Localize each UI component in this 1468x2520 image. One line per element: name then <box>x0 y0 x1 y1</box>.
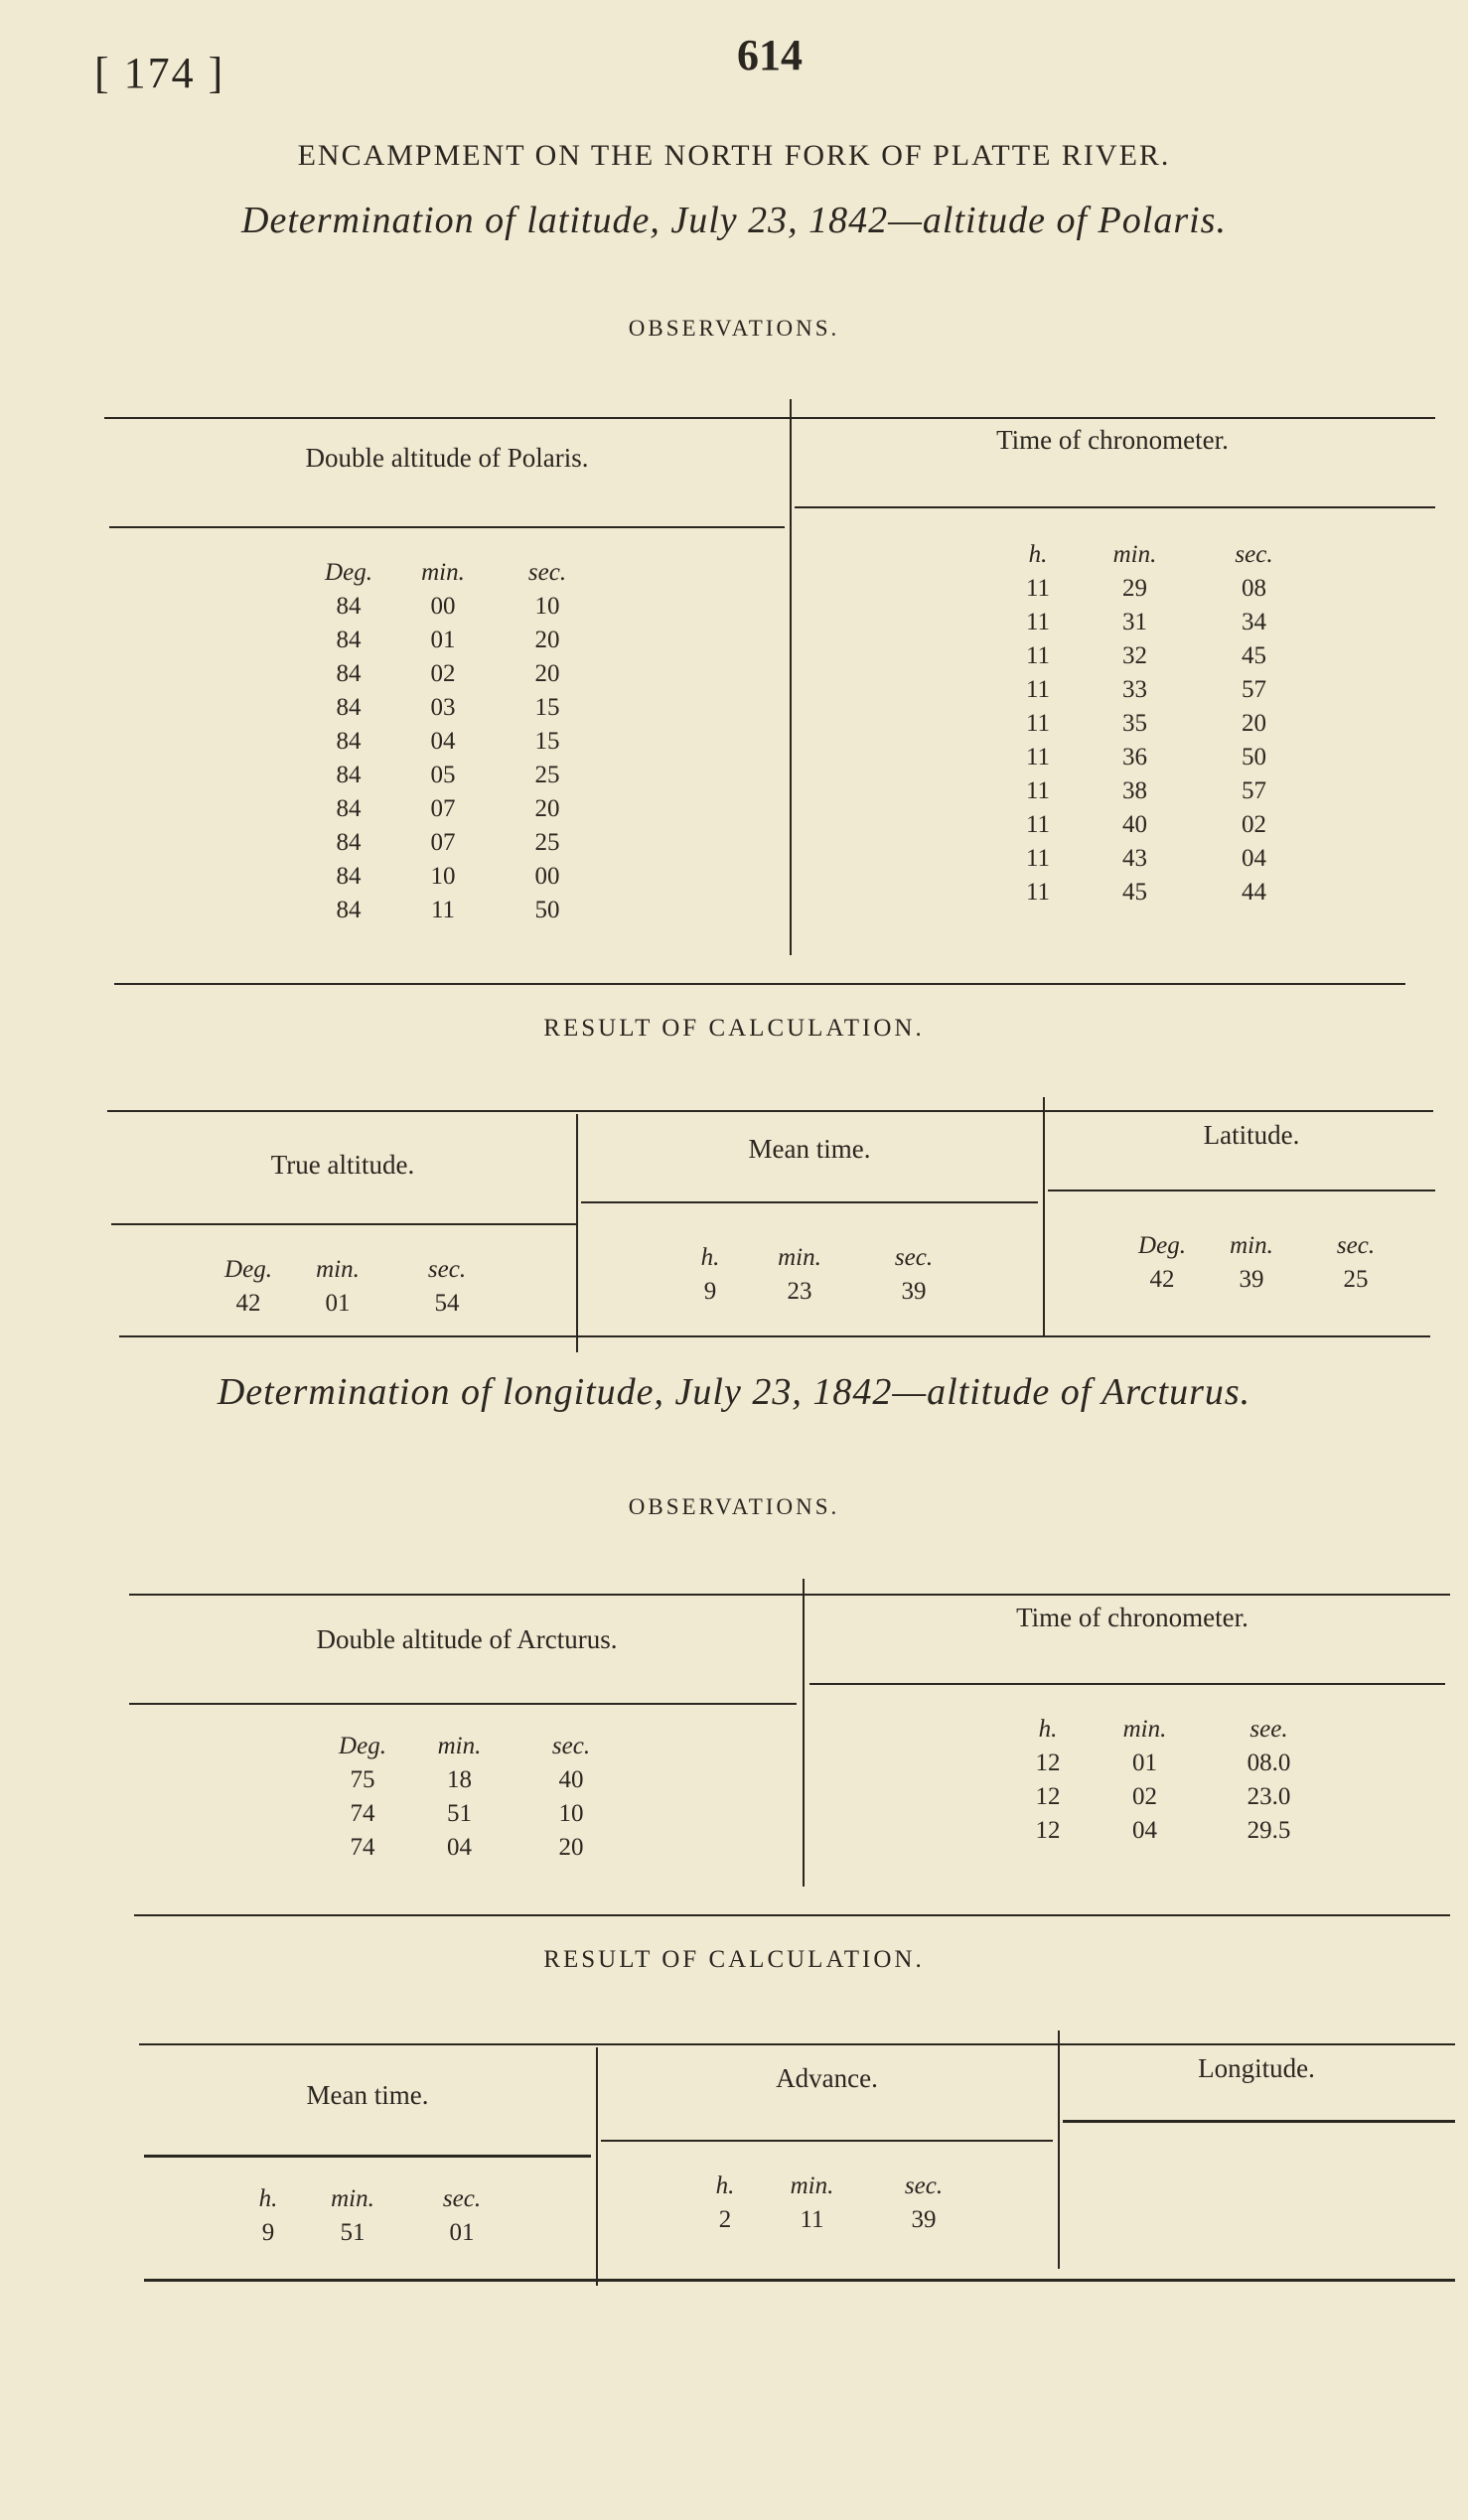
unit-sec: sec. <box>551 1733 591 1759</box>
longitude-result-label: RESULT OF CALCULATION. <box>543 1946 925 1973</box>
value-sec: 01 <box>449 2219 475 2246</box>
altitude-row <box>314 624 632 657</box>
table-cell: 20 <box>534 795 560 822</box>
table-column-divider <box>790 399 792 955</box>
mean-time-value <box>238 2182 536 2250</box>
table-cell: 74 <box>350 1834 375 1861</box>
table-cell: 00 <box>534 863 560 890</box>
unit-min: min. <box>437 1733 482 1759</box>
table-cell: 50 <box>534 897 560 923</box>
altitude-column <box>328 1730 646 1865</box>
table-cell: 01 <box>1132 1750 1157 1776</box>
unit-deg: Deg. <box>224 1256 272 1283</box>
table-cell: 25 <box>534 762 560 788</box>
unit-min: min. <box>331 2185 374 2212</box>
table-cell: 20 <box>534 660 560 687</box>
column-header-chronometer-time: Time of chronometer. <box>1016 1603 1248 1632</box>
table-cell: 10 <box>558 1800 584 1827</box>
table-cell: 74 <box>350 1800 375 1827</box>
table-column-divider <box>596 2047 598 2286</box>
table-cell: 10 <box>534 593 560 620</box>
value-sec: 39 <box>911 2206 937 2233</box>
value-hour: 2 <box>718 2206 732 2233</box>
altitude-row <box>314 792 632 826</box>
altitude-row <box>314 725 632 759</box>
value-hour: 9 <box>703 1278 717 1305</box>
table-cell: 84 <box>336 829 362 856</box>
chronometer-row <box>1008 774 1336 808</box>
table-cell: 45 <box>1122 879 1147 906</box>
table-cell: 50 <box>1242 744 1266 770</box>
table-cell: 10 <box>430 863 456 890</box>
page-title: ENCAMPMENT ON THE NORTH FORK OF PLATTE RIVER. <box>297 139 1171 172</box>
table-cell: 25 <box>534 829 560 856</box>
table-rule <box>1063 2120 1455 2123</box>
table-cell: 11 <box>1025 642 1051 669</box>
chronometer-rows <box>1018 1747 1346 1848</box>
table-cell: 20 <box>1242 710 1266 737</box>
altitude-rows <box>314 590 632 927</box>
table-cell: 32 <box>1122 642 1147 669</box>
table-column-divider <box>1058 2030 1060 2269</box>
unit-hour: h. <box>700 1244 720 1271</box>
table-cell: 15 <box>534 694 560 721</box>
table-cell: 44 <box>1242 879 1266 906</box>
page-bracket-label: [ 174 ] <box>94 49 225 97</box>
table-cell: 12 <box>1035 1783 1061 1810</box>
column-header-advance: Advance. <box>776 2063 878 2093</box>
table-cell: 84 <box>336 762 362 788</box>
table-cell: 38 <box>1122 777 1147 804</box>
table-rule <box>144 2279 1455 2282</box>
unit-deg: Deg. <box>1138 1232 1186 1259</box>
table-cell: 08.0 <box>1247 1750 1291 1776</box>
unit-sec: sec. <box>904 2172 944 2199</box>
table-cell: 00 <box>430 593 456 620</box>
chronometer-column <box>1018 1713 1346 1848</box>
table-column-divider <box>1043 1097 1045 1335</box>
table-cell: 20 <box>534 627 560 653</box>
mean-time-value <box>680 1241 978 1309</box>
table-cell: 11 <box>1025 811 1051 838</box>
table-cell: 03 <box>430 694 456 721</box>
table-cell: 04 <box>447 1834 472 1861</box>
table-cell: 84 <box>336 728 362 755</box>
altitude-row <box>328 1763 646 1797</box>
value-min: 11 <box>800 2206 824 2233</box>
table-rule <box>107 1110 1433 1112</box>
chronometer-row <box>1018 1747 1346 1780</box>
table-cell: 04 <box>430 728 456 755</box>
table-cell: 04 <box>1242 845 1266 872</box>
table-cell: 11 <box>1025 676 1051 703</box>
table-cell: 84 <box>336 694 362 721</box>
chronometer-row <box>1008 673 1336 707</box>
table-cell: 07 <box>430 829 456 856</box>
table-cell: 04 <box>1132 1817 1157 1844</box>
value-min: 51 <box>340 2219 366 2246</box>
table-rule <box>581 1201 1038 1203</box>
value-min: 23 <box>787 1278 812 1305</box>
altitude-row <box>314 759 632 792</box>
unit-hour: h. <box>715 2172 735 2199</box>
column-header-longitude: Longitude. <box>1198 2053 1315 2083</box>
chronometer-column <box>1008 538 1336 910</box>
table-cell: 02 <box>1242 811 1266 838</box>
altitude-row <box>314 691 632 725</box>
altitude-row <box>314 860 632 894</box>
table-column-divider <box>576 1114 578 1352</box>
unit-min: min. <box>1112 541 1157 568</box>
table-rule <box>144 2155 591 2158</box>
table-cell: 02 <box>430 660 456 687</box>
unit-min: min. <box>790 2172 834 2199</box>
table-rule <box>109 526 785 528</box>
latitude-observations-label: OBSERVATIONS. <box>628 316 840 341</box>
table-cell: 29.5 <box>1247 1817 1291 1844</box>
altitude-row <box>314 590 632 624</box>
chronometer-row <box>1008 606 1336 639</box>
table-cell: 34 <box>1242 609 1266 635</box>
advance-value <box>695 2170 993 2237</box>
chronometer-row <box>1008 876 1336 910</box>
unit-sec: sec. <box>1336 1232 1376 1259</box>
table-cell: 57 <box>1242 777 1266 804</box>
chronometer-row <box>1008 572 1336 606</box>
column-header-chronometer-time: Time of chronometer. <box>996 425 1229 455</box>
column-header-double-altitude: Double altitude of Polaris. <box>305 443 589 473</box>
unit-min: min. <box>1122 1716 1167 1743</box>
unit-sec: sec. <box>894 1244 934 1271</box>
table-cell: 84 <box>336 593 362 620</box>
value-sec: 25 <box>1343 1266 1369 1293</box>
unit-min: min. <box>421 559 465 586</box>
table-rule <box>795 506 1435 508</box>
column-header-latitude: Latitude. <box>1203 1120 1300 1150</box>
column-header-true-altitude: True altitude. <box>270 1150 415 1180</box>
unit-sec: sec. <box>427 1256 467 1283</box>
unit-sec: sec. <box>442 2185 482 2212</box>
table-rule <box>129 1594 1450 1596</box>
table-cell: 20 <box>558 1834 584 1861</box>
table-cell: 84 <box>336 627 362 653</box>
table-cell: 11 <box>1025 777 1051 804</box>
unit-min: min. <box>316 1256 360 1283</box>
table-cell: 45 <box>1242 642 1266 669</box>
value-min: 01 <box>325 1290 351 1317</box>
table-cell: 33 <box>1122 676 1147 703</box>
chronometer-row <box>1008 741 1336 774</box>
table-cell: 51 <box>447 1800 472 1827</box>
chronometer-row <box>1008 808 1336 842</box>
longitude-section-title: Determination of longitude, July 23, 1842—altitude of Arcturus. <box>217 1371 1251 1413</box>
value-min: 39 <box>1239 1266 1264 1293</box>
table-column-divider <box>803 1579 805 1887</box>
table-rule <box>129 1703 797 1705</box>
altitude-row <box>314 657 632 691</box>
table-cell: 36 <box>1122 744 1147 770</box>
chronometer-row <box>1008 707 1336 741</box>
table-cell: 31 <box>1122 609 1147 635</box>
unit-min: min. <box>1230 1232 1273 1259</box>
table-cell: 57 <box>1242 676 1266 703</box>
table-rule <box>111 1223 576 1225</box>
table-cell: 40 <box>558 1766 584 1793</box>
table-cell: 12 <box>1035 1817 1061 1844</box>
table-rule <box>601 2140 1053 2142</box>
altitude-row <box>314 826 632 860</box>
table-cell: 15 <box>534 728 560 755</box>
page-number: 614 <box>737 31 803 79</box>
table-rule <box>104 417 1435 419</box>
table-cell: 01 <box>430 627 456 653</box>
table-cell: 84 <box>336 660 362 687</box>
latitude-section-title: Determination of latitude, July 23, 1842—altitude of Polaris. <box>241 200 1227 241</box>
unit-min: min. <box>778 1244 821 1271</box>
column-header-double-altitude: Double altitude of Arcturus. <box>316 1624 618 1654</box>
table-cell: 07 <box>430 795 456 822</box>
value-deg: 42 <box>1149 1266 1175 1293</box>
true-altitude-value <box>214 1253 512 1321</box>
table-rule <box>119 1335 1430 1337</box>
table-cell: 12 <box>1035 1750 1061 1776</box>
table-cell: 11 <box>1025 710 1051 737</box>
unit-deg: Deg. <box>339 1733 386 1759</box>
value-hour: 9 <box>261 2219 275 2246</box>
table-rule <box>114 983 1405 985</box>
table-rule <box>139 2043 1455 2045</box>
value-sec: 54 <box>434 1290 460 1317</box>
unit-hour: h. <box>1038 1716 1058 1743</box>
chronometer-rows <box>1008 572 1336 910</box>
table-cell: 29 <box>1122 575 1147 602</box>
table-cell: 23.0 <box>1247 1783 1291 1810</box>
chronometer-row <box>1008 639 1336 673</box>
table-cell: 84 <box>336 897 362 923</box>
table-cell: 11 <box>1025 575 1051 602</box>
column-header-mean-time: Mean time. <box>748 1134 871 1164</box>
unit-hour: h. <box>1028 541 1048 568</box>
table-cell: 84 <box>336 863 362 890</box>
table-cell: 11 <box>1025 609 1051 635</box>
chronometer-row <box>1018 1814 1346 1848</box>
value-sec: 39 <box>901 1278 927 1305</box>
table-cell: 11 <box>430 897 456 923</box>
table-cell: 02 <box>1132 1783 1157 1810</box>
unit-sec: see. <box>1249 1716 1288 1743</box>
table-cell: 08 <box>1242 575 1266 602</box>
unit-sec: sec. <box>527 559 567 586</box>
chronometer-row <box>1008 842 1336 876</box>
table-cell: 84 <box>336 795 362 822</box>
table-cell: 11 <box>1025 845 1051 872</box>
altitude-column <box>314 556 632 927</box>
chronometer-row <box>1018 1780 1346 1814</box>
table-cell: 40 <box>1122 811 1147 838</box>
table-cell: 18 <box>447 1766 472 1793</box>
table-rule <box>1048 1190 1435 1191</box>
altitude-row <box>328 1831 646 1865</box>
table-cell: 43 <box>1122 845 1147 872</box>
altitude-row <box>314 894 632 927</box>
table-cell: 35 <box>1122 710 1147 737</box>
table-rule <box>134 1914 1450 1916</box>
longitude-observations-label: OBSERVATIONS. <box>628 1494 840 1519</box>
unit-hour: h. <box>258 2185 278 2212</box>
unit-sec: sec. <box>1235 541 1273 568</box>
column-header-mean-time: Mean time. <box>306 2080 429 2110</box>
table-cell: 11 <box>1025 744 1051 770</box>
table-cell: 05 <box>430 762 456 788</box>
table-cell: 75 <box>350 1766 375 1793</box>
latitude-value <box>1127 1229 1425 1297</box>
table-rule <box>809 1683 1445 1685</box>
altitude-rows <box>328 1763 646 1865</box>
latitude-result-label: RESULT OF CALCULATION. <box>543 1015 925 1042</box>
unit-deg: Deg. <box>325 559 372 586</box>
value-deg: 42 <box>235 1290 261 1317</box>
altitude-row <box>328 1797 646 1831</box>
table-cell: 11 <box>1025 879 1051 906</box>
